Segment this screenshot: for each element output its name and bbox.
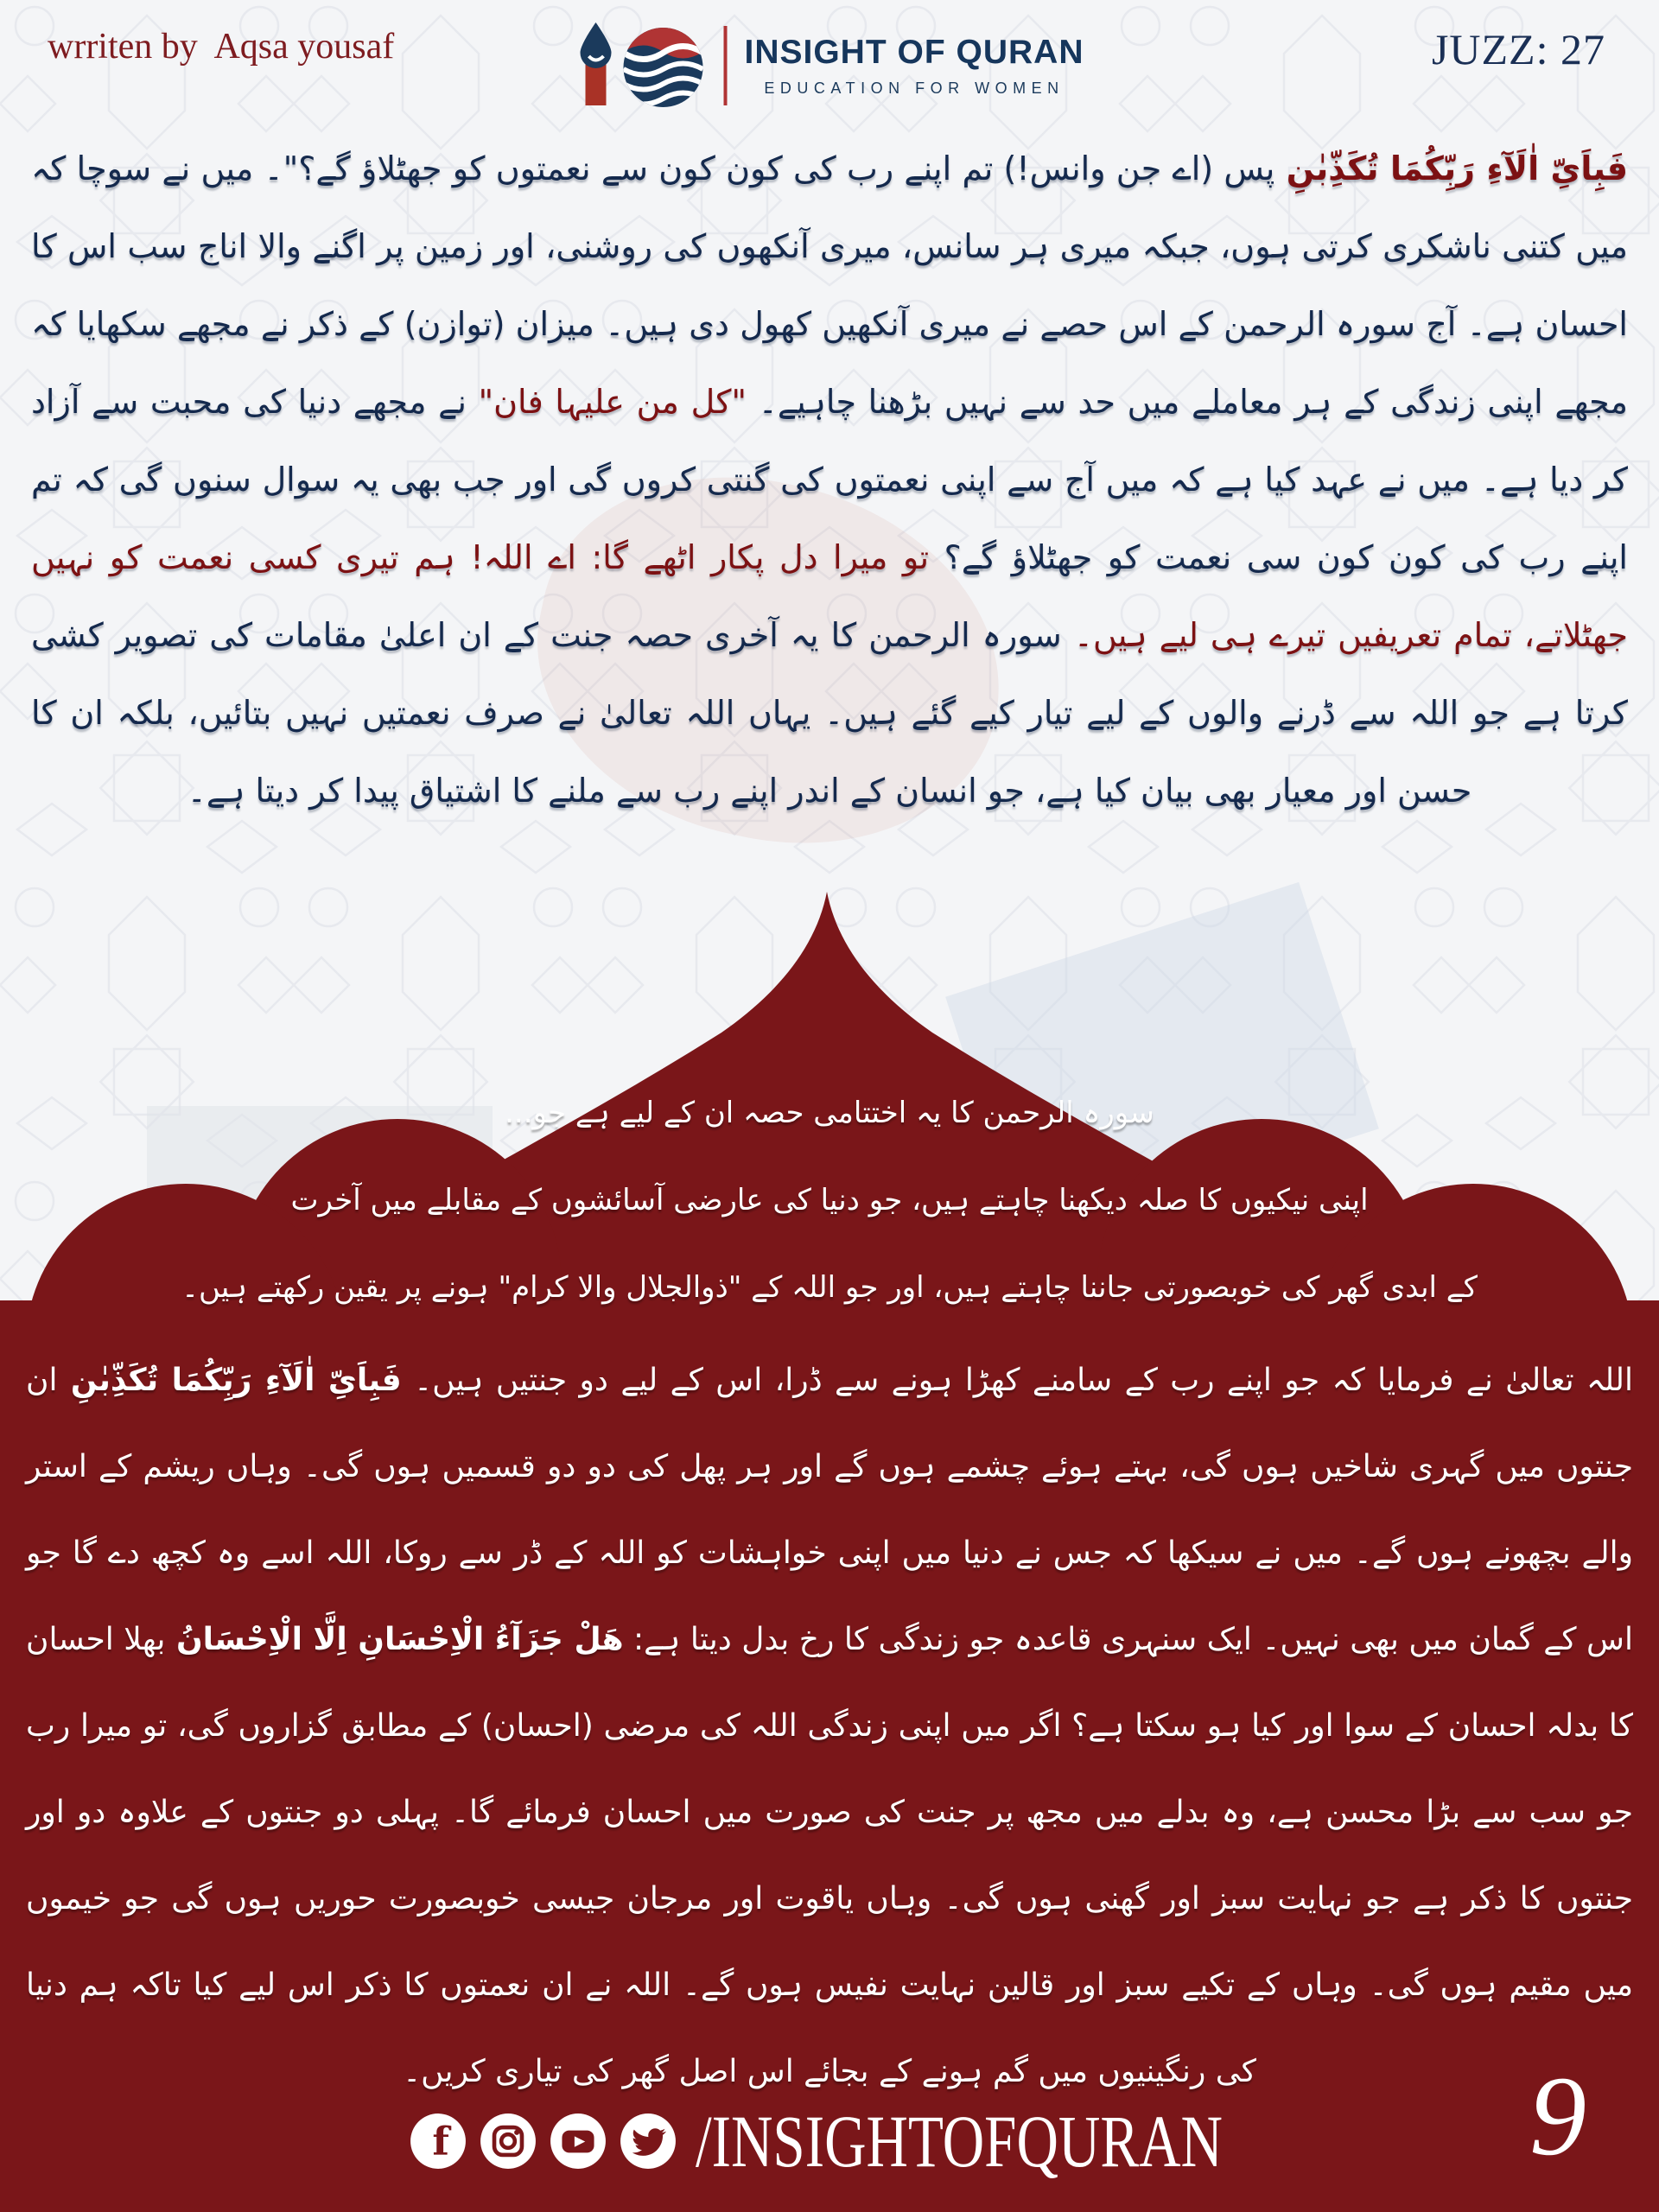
dome-text-line: سورہ الرحمن کا یہ اختتامی حصہ ان کے لیے ہے جو... [505, 1096, 1154, 1130]
text-segment: اللہ تعالیٰ نے فرمایا کہ جو اپنے رب کے سامنے کھڑا ہونے سے ڈرا، اس کے لیے دو جنتیں ہیں۔ [401, 1363, 1633, 1398]
text-segment: ان جنتوں میں گہری شاخیں ہوں گی، بہتے ہوئے چشمے ہوں گے اور ہر پھل کی دو دو قسمیں ہوں گی۔ وہاں ریشم کے استر والے بچھونے ہوں گے۔ میں نے سیکھا کہ جس نے دنیا میں اپنی خواہشات کو اللہ کے ڈر سے روکا، اللہ اسے وہ کچھ دے گا جو اس کے گمان میں بھی نہیں۔ ایک سنہری قاعدہ جو زندگی کا رخ بدل دیتا ہے: [26, 1363, 1633, 1657]
dome-intro-lines [0, 1070, 1659, 1332]
youtube-icon[interactable] [549, 2112, 607, 2171]
text-segment: "کل من علیہا فان" [466, 383, 747, 421]
logo-mark-icon [575, 21, 707, 111]
facebook-icon[interactable] [409, 2112, 467, 2171]
social-handle[interactable]: /INSIGHTOFQURAN [695, 2100, 1223, 2183]
text-segment: تو میرا دل پکار اٹھے گا: اے اللہ! ہم تیری کسی نعمت کو نہیں جھٹلاتے، تمام تعریفیں تیرے ہی لیے ہیں۔ [31, 538, 1628, 654]
logo-title: INSIGHT OF QURAN [744, 34, 1084, 71]
globe-icon [624, 28, 703, 107]
maroon-section-paragraph [26, 1338, 1633, 2115]
main-urdu-paragraph [31, 130, 1628, 830]
social-row [0, 2098, 1659, 2184]
text-segment: نے مجھے دنیا کی محبت سے آزاد کر دیا ہے۔ میں نے عہد کیا ہے کہ میں آج سے اپنی نعمتوں کی گنتی کروں گی اور جب بھی یہ سوال سنوں گی کہ تم اپنے رب کی کون کون سی نعمت کو جھٹلاؤ گے؟ [31, 383, 1628, 576]
twitter-icon[interactable] [619, 2112, 677, 2171]
svg-text:f: f [432, 2117, 449, 2164]
text-segment: هَلْ جَزَآءُ الْاِحْسَانِ اِلَّا الْاِحْسَانُ [165, 1622, 624, 1657]
instagram-icon[interactable] [479, 2112, 537, 2171]
written-by-label: wrriten by Aqsa yousaf [48, 27, 395, 67]
text-segment: سورہ الرحمن کا یہ آخری حصہ جنت کے ان اعلیٰ مقامات کی تصویر کشی کرتا ہے جو اللہ سے ڈرنے والوں کے لیے تیار کیے گئے ہیں۔ یہاں اللہ تعالیٰ نے صرف نعمتیں نہیں بتائیں، بلکہ ان کا حسن اور معیار بھی بیان کیا ہے، جو انسان کے اندر اپنے رب سے ملنے کا اشتیاق پیدا کر دیتا ہے۔ [31, 616, 1628, 810]
logo-subtitle: EDUCATION FOR WOMEN [764, 79, 1065, 97]
logo-divider [724, 26, 728, 105]
dome-text-line: کے ابدی گھر کی خوبصورتی جاننا چاہتے ہیں، اور جو اللہ کے "ذوالجلال والا کرام" ہونے پر یقین رکھتے ہیں۔ [181, 1270, 1478, 1305]
text-segment: پس (اے جن وانس!) تم اپنے رب کی کون کون سے نعمتوں کو جھٹلاؤ گے؟"۔ میں نے سوچا کہ میں کتنی ناشکری کرتی ہوں، جبکہ میری ہر سانس، میری آنکھوں کی روشنی، اور زمین پر اگنے والا اناج سب اس کا احسان ہے۔ آج سورہ الرحمن کے اس حصے نے میری آنکھیں کھول دی ہیں۔ میزان (توازن) کے ذکر نے مجھے سکھایا کہ مجھے اپنی زندگی کے ہر معاملے میں حد سے نہیں بڑھنا چاہیے۔ [31, 149, 1629, 421]
text-segment: فَبِاَیِّ اٰلَآءِ رَبِّکُمَا تُکَذِّبٰنِ [1274, 149, 1628, 188]
dome-text-line: اپنی نیکیوں کا صلہ دیکھنا چاہتے ہیں، جو دنیا کی عارضی آسائشوں کے مقابلے میں آخرت [290, 1183, 1369, 1217]
text-segment: فَبِاَیِّ اٰلَآءِ رَبِّکُمَا تُکَذِّبٰنِ [57, 1363, 402, 1398]
logo [575, 21, 1084, 111]
text-segment: بھلا احسان کا بدلہ احسان کے سوا اور کیا ہو سکتا ہے؟ اگر میں اپنی زندگی اللہ کی مرضی (احسان) کے مطابق گزاروں گی، تو میرا رب جو سب سے بڑا محسن ہے، وہ بدلے میں مجھ پر جنت کی صورت میں احسان فرمائے گا۔ پہلی دو جنتوں کے علاوہ دو اور جنتوں کا ذکر ہے جو نہایت سبز اور گھنی ہوں گی۔ وہاں یاقوت اور مرجان جیسی خوبصورت حوریں ہوں گی جو خیموں میں مقیم ہوں گی۔ وہاں کے تکیے سبز اور قالین نہایت نفیس ہوں گے۔ اللہ نے ان نعمتوں کا ذکر اس لیے کیا تاکہ ہم دنیا کی رنگینیوں میں گم ہونے کے بجائے اس اصل گھر کی تیاری کریں۔ [26, 1622, 1633, 2089]
page-number: 9 [1529, 2052, 1586, 2179]
juzz-label: JUZZ: 27 [1431, 25, 1605, 73]
